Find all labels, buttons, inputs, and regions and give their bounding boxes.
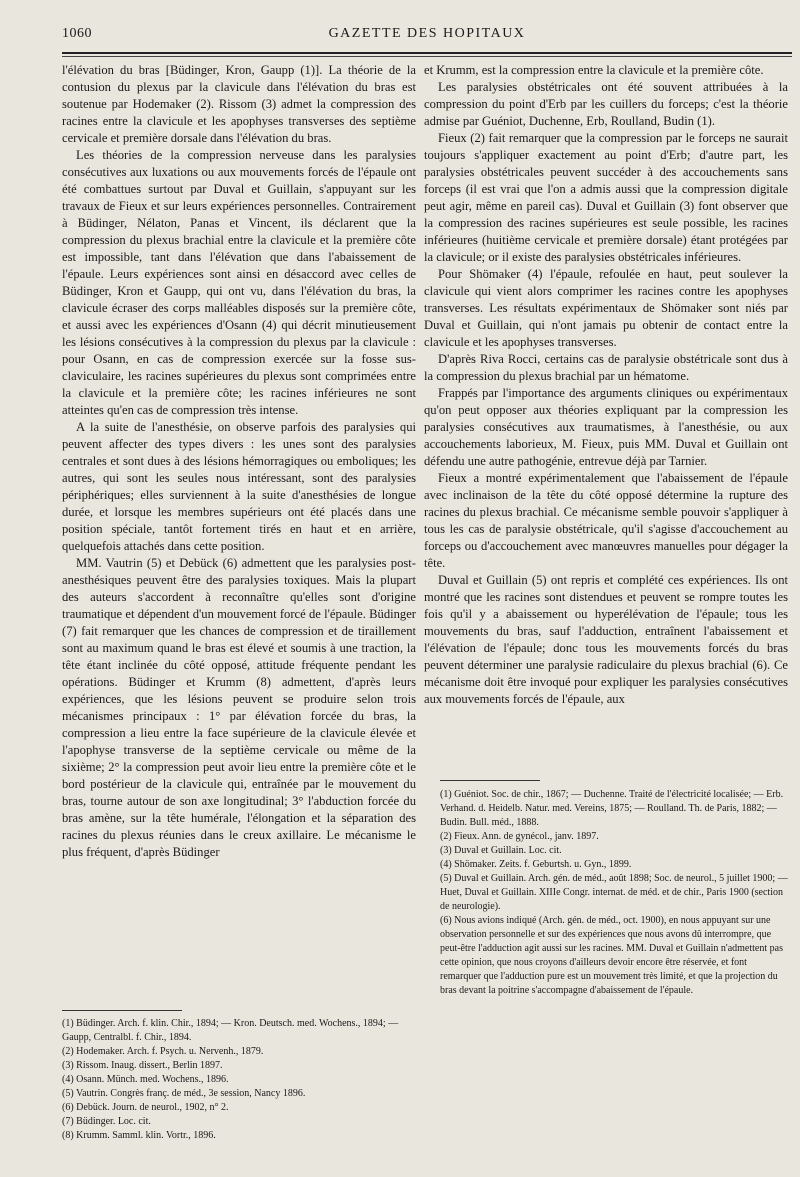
- footnote: (2) Fieux. Ann. de gynécol., janv. 1897.: [440, 831, 599, 842]
- footnote: (3) Rissom. Inaug. dissert., Berlin 1897.: [62, 1060, 223, 1071]
- footnote: (6) Debück. Journ. de neurol., 1902, n° 2.: [62, 1102, 229, 1113]
- page-header: [62, 26, 792, 48]
- footnote: (5) Vautrin. Congrès franç. de méd., 3e session, Nancy 1896.: [62, 1088, 306, 1099]
- left-paragraph: MM. Vautrin (5) et Debück (6) admettent que les paralysies post-anesthésiques peuvent être des paralysies toxiques. Mais la plupart des auteurs s'accordent à reconnaître qu'elles sont d'origine traumatique et dépendent d'un mouvement forcé de l'épaule. Büdinger (7) fait remarquer que les chances de compression et de tiraillement sont au maximum quand le bras est élevé et soumis à une traction, la tête étant inclinée du côté opposé, attitude fréquente pendant les opérations. Büdinger et Krumm (8) admettent, d'après leurs expériences, que les lésions peuvent se produire selon trois mécanismes principaux : 1° par élévation forcée du bras, la compression a lieu entre la face supérieure de la clavicule élevée et l'apophyse transverse de la septième cervicale ou même de la sixième; 2° la compression peut avoir lieu entre la première côte et le bord postérieur de la clavicule qui, entraînée par le mouvement du bras, tourne autour de son axe longitudinal; 3° l'abduction forcée du bras amène, sur la tête humérale, l'élongation et la séparation des racines du plexus réunies dans le creux axillaire. Le mécanisme le plus fréquent, d'après Büdinger: [62, 556, 416, 859]
- left-column: [62, 62, 416, 861]
- right-footnotes: [440, 788, 790, 998]
- right-paragraph: Fieux a montré expérimentalement que l'abaissement de l'épaule avec inclinaison de la tête du côté opposé détermine la rupture des racines du plexus brachial. Ce mécanisme semble pouvoir s'appliquer à tous les cas de paralysie obstétricale, qu'il s'agisse d'accouchement au forceps ou d'accouchement avec manœuvres manuelles pour dégager la tête.: [424, 471, 788, 570]
- right-paragraph: et Krumm, est la compression entre la clavicule et la première côte.: [424, 63, 764, 77]
- right-paragraph: Pour Shömaker (4) l'épaule, refoulée en haut, peut soulever la clavicule qui vient alors comprimer les racines contre les apophyses transverses. Les résultats expérimentaux de Shömaker sont niés par Duval et Guillain, qui n'ont jamais pu obtenir de contact entre la clavicule et les apophyses transverses.: [424, 267, 788, 349]
- footnote: (4) Shömaker. Zeits. f. Geburtsh. u. Gyn., 1899.: [440, 859, 632, 870]
- footnote: (1) Büdinger. Arch. f. klin. Chir., 1894; — Kron. Deutsch. med. Wochens., 1894; — Gaupp, Centralbl. f. Chir., 1894.: [62, 1018, 399, 1043]
- left-paragraph: l'élévation du bras [Büdinger, Kron, Gaupp (1)]. La théorie de la contusion du plexus par la clavicule dans l'élévation du bras est soutenue par Hodemaker (2). Rissom (3) admet la compression des racines entre la clavicule et les apophyses transverses des septième cervicale et première dorsale dans l'élévation du bras.: [62, 63, 416, 145]
- right-paragraph: Les paralysies obstétricales ont été souvent attribuées à la compression du point d'Erb par les cuillers du forceps; c'est la théorie admise par Guéniot, Duchenne, Erb, Roulland, Budin (1).: [424, 80, 788, 128]
- footnote: (4) Osann. Münch. med. Wochens., 1896.: [62, 1074, 229, 1085]
- footnote: (2) Hodemaker. Arch. f. Psych. u. Nervenh., 1879.: [62, 1046, 264, 1057]
- footnote: (6) Nous avions indiqué (Arch. gén. de méd., oct. 1900), en nous appuyant sur une observation personnelle et sur des expériences que nous avons dû interrompre, que peut-être l'adduction agit aussi sur les racines. MM. Duval et Guillain n'admettent pas cette opinion, que nous croyons d'ailleurs devoir encore être réservée, et font remarquer que l'adduction pure est un mouvement très limité, et que la projection du bras devant la poitrine s'accompagne d'abaissement de l'épaule.: [440, 915, 783, 996]
- footnote: (1) Guéniot. Soc. de chir., 1867; — Duchenne. Traité de l'électricité localisée; — Erb. Verhand. d. Heidelb. Natur. med. Vereins, 1875; — Roulland. Th. de Paris, 1882; — Budin. Bull. méd., 1888.: [440, 789, 784, 828]
- header-rule-thin: [62, 56, 792, 57]
- footnote: (8) Krumm. Samml. klin. Vortr., 1896.: [62, 1130, 216, 1141]
- left-paragraph: Les théories de la compression nerveuse dans les paralysies consécutives aux luxations ou aux mouvements forcés de l'épaule ont été combattues surtout par Duval et Guillain, s'appuyant sur les travaux de Fieux et sur leurs expériences personnelles. Contrairement à Büdinger, Nélaton, Panas et Vincent, ils déclarent que la compression du plexus brachial entre la clavicule et la première côte est impossible, tant dans l'élévation que dans l'abaissement de l'épaule. Leurs expériences sont ainsi en désaccord avec celles de Büdinger, Kron et Gaupp, qui ont vu, dans l'élévation du bras, la clavicule écraser des corps malléables disposés sur la première côte, et aussi avec les expériences d'Osann (4) qui décrit minutieusement les lésions consécutives à la compression du plexus par la clavicule : pour Osann, en cas de compression exercée sur la fosse sus-claviculaire, les racines supérieures du plexus sont comprimées entre la clavicule et la première côte; les racines inférieures ne sont atteintes qu'en cas de compression très intense.: [62, 148, 416, 417]
- left-footnotes: [62, 1017, 416, 1143]
- page-number: 1060: [62, 26, 92, 41]
- footnote: (7) Büdinger. Loc. cit.: [62, 1116, 151, 1127]
- left-footnote-rule: [62, 1010, 182, 1011]
- header-rule: [62, 52, 792, 54]
- left-paragraph: A la suite de l'anesthésie, on observe parfois des paralysies qui peuvent affecter des types divers : les unes sont des paralysies centrales et sont dues à des lésions hémorragiques ou emboliques; les autres, qui sont les seules nous intéressant, sont des paralysies périphériques; elles surviennent à la suite d'anesthésies de longue durée, et lorsque les membres supérieurs ont été placés dans une position spéciale, tantôt fortement tirés en haut et en arrière, quelquefois attachés dans cette position.: [62, 420, 416, 553]
- footnote: (3) Duval et Guillain. Loc. cit.: [440, 845, 562, 856]
- right-paragraph: Frappés par l'importance des arguments cliniques ou expérimentaux qu'on peut opposer aux théories expliquant par la compression les paralysies consécutives aux traumatismes, à l'anesthésie, ou aux accouchements laborieux, M. Fieux, puis MM. Duval et Guillain ont défendu une autre pathogénie, entrevue déjà par Tarnier.: [424, 386, 788, 468]
- right-paragraph: D'après Riva Rocci, certains cas de paralysie obstétricale sont dus à la compression du plexus brachial par un hématome.: [424, 352, 788, 383]
- right-paragraph: Duval et Guillain (5) ont repris et complété ces expériences. Ils ont montré que les racines sont distendues et peuvent se rompre toutes les fois qu'il y a abaissement ou hyperélévation de l'épaule; tous les mouvements du bras, sauf l'adduction, entraînent l'abaissement et l'élévation de l'épaule; donc tous les mouvements forcés du bras peuvent déterminer une paralysie radiculaire du plexus brachial (6). Ce mécanisme doit être invoqué pour expliquer les paralysies consécutives aux mouvements forcés de l'épaule, aux: [424, 573, 788, 706]
- right-paragraph: Fieux (2) fait remarquer que la compression par le forceps ne saurait toujours s'appliquer exactement au point d'Erb; d'autre part, les paralysies obstétricales peuvent succéder à des accouchements sans forceps (il est vrai que l'on a admis aussi que la compression digitale peut agir, même en pareil cas). Duval et Guillain (3) font observer que la compression des racines supérieures est seule possible, les racines inférieures (huitième cervicale et première dorsale) étant protégées par la clavicule; or il existe des paralysies obstétricales inférieures.: [424, 131, 788, 264]
- journal-title: GAZETTE DES HOPITAUX: [328, 26, 526, 41]
- right-column: [424, 62, 788, 708]
- footnote: (5) Duval et Guillain. Arch. gén. de méd., août 1898; Soc. de neurol., 5 juillet 1900; — Huet, Duval et Guillain. XIIIe Congr. internat. de méd. et de chir., Paris 1900 (section de neurologie).: [440, 873, 788, 912]
- right-footnote-rule: [440, 780, 540, 781]
